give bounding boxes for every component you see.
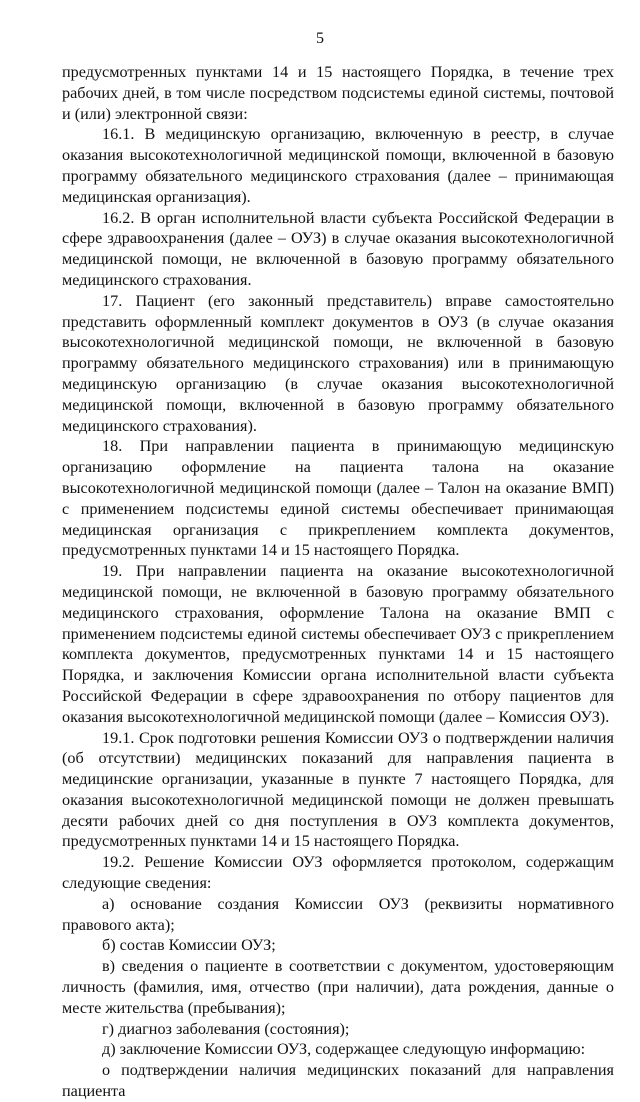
paragraph-17: 17. Пациент (его законный представитель) вправе самостоятельно представить оформленный комплект документов в ОУЗ (в случае оказания высокотехнологичной медицинской помощи, не включенной в базовую программу обязательного медицинского страхования) или в принимающую медицинскую организацию (в случае оказания высокотехнологичной медицинской помощи, включенной в базовую программу обязательного медицинского страхования). bbox=[62, 291, 614, 435]
paragraph-16-1: 16.1. В медицинскую организацию, включенную в реестр, в случае оказания высокотехнологичной медицинской помощи, включенной в базовую программу обязательного медицинского страхования (далее – принимающая медицинская организация). bbox=[62, 125, 614, 206]
paragraph-19-2: 19.2. Решение Комиссии ОУЗ оформляется протоколом, содержащим следующие сведения: bbox=[62, 853, 614, 893]
page-number: 5 bbox=[316, 30, 324, 47]
paragraph-18: 18. При направлении пациента в принимающую медицинскую организацию оформление на пациента талона на оказание высокотехнологичной медицинской помощи (далее – Талон на оказание ВМП) с применением подсистемы единой системы обеспечивает принимающая медицинская организация с прикреплением комплекта документов, предусмотренных пунктами 14 и 15 настоящего Порядка. bbox=[62, 437, 614, 560]
paragraph-continuation: предусмотренных пунктами 14 и 15 настоящего Порядка, в течение трех рабочих дней, в том числе посредством подсистемы единой системы, почтовой и (или) электронной связи: bbox=[62, 63, 614, 123]
list-item-a: а) основание создания Комиссии ОУЗ (реквизиты нормативного правового акта); bbox=[62, 894, 614, 934]
paragraph-19: 19. При направлении пациента на оказание высокотехнологичной медицинской помощи, не включенной в базовую программу обязательного медицинского страхования, оформление Талона на оказание ВМП с применением подсистемы единой системы обеспечивает ОУЗ с прикреплением комплекта документов, предусмотренных пунктами 14 и 15 настоящего Порядка, и заключения Комиссии органа исполнительной власти субъекта Российской Федерации в сфере здравоохранения по отбору пациентов для оказания высокотехнологичной медицинской помощи (далее – Комиссия ОУЗ). bbox=[62, 562, 614, 726]
list-item-d: д) заключение Комиссии ОУЗ, содержащее следующую информацию: bbox=[102, 1040, 586, 1059]
paragraph-16-2: 16.2. В орган исполнительной власти субъекта Российской Федерации в сфере здравоохранения (далее – ОУЗ) в случае оказания высокотехнологичной медицинской помощи, не включенной в базовую программу обязательного медицинского страхования. bbox=[62, 208, 614, 289]
paragraph-19-1: 19.1. Срок подготовки решения Комиссии ОУЗ о подтверждении наличия (об отсутствии) медицинских показаний для направления пациента в медицинские организации, указанные в пункте 7 настоящего Порядка, для оказания высокотехнологичной медицинской помощи не должен превышать десяти рабочих дней со дня поступления в ОУЗ комплекта документов, предусмотренных пунктами 14 и 15 настоящего Порядка. bbox=[62, 728, 614, 851]
list-item-v: в) сведения о пациенте в соответствии с документом, удостоверяющим личность (фамилия, имя, отчество (при наличии), дата рождения, данные о месте жительства (пребывания); bbox=[62, 957, 614, 1017]
list-item-g: г) диагноз заболевания (состояния); bbox=[102, 1019, 350, 1038]
paragraph-continues: о подтверждении наличия медицинских показаний для направления пациента bbox=[62, 1061, 614, 1101]
list-item-b: б) состав Комиссии ОУЗ; bbox=[102, 936, 276, 955]
document-body bbox=[62, 62, 614, 1102]
